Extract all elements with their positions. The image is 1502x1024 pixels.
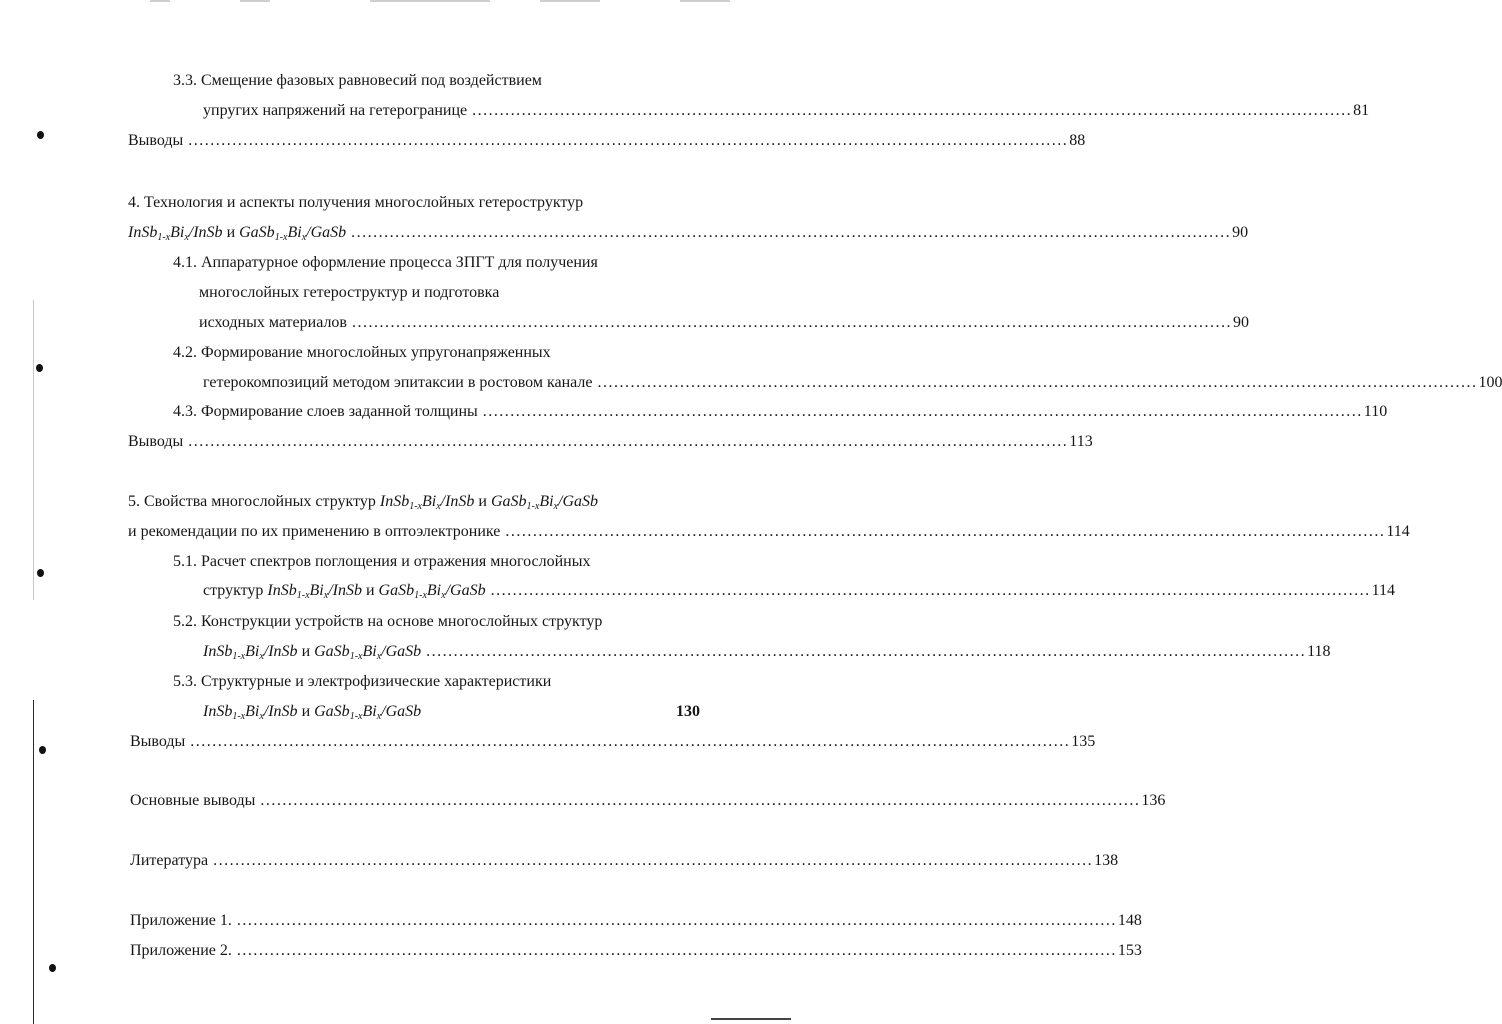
leader-dots: ................................................................................................................................................................ <box>490 582 1371 599</box>
toc-item-ch4-summary: Выводы ................................................................................................................................................................ 113 <box>128 431 707 453</box>
punch-hole <box>37 131 44 139</box>
toc-item-ch3-summary: Выводы ................................................................................................................................................................ 88 <box>128 130 707 152</box>
page-number: 118 <box>1307 643 1331 660</box>
scan-bottom-bar <box>711 1018 791 1020</box>
scan-smudge <box>540 0 600 2</box>
punch-hole <box>49 964 56 972</box>
toc-item-5-1-title: 5.1. Расчет спектров поглощения и отражения многослойных <box>173 553 591 570</box>
leader-dots: ................................................................................................................................................................ <box>188 433 1069 450</box>
leader-dots: ................................................................................................................................................................ <box>597 374 1478 391</box>
page-number: 114 <box>1386 523 1410 540</box>
leader-dots: ................................................................................................................................................................ <box>236 942 1117 959</box>
toc-item-5-3-title: 5.3. Структурные и электрофизические характеристики <box>173 673 552 690</box>
page-number: 148 <box>1117 912 1142 929</box>
leader-dots: ................................................................................................................................................................ <box>188 132 1069 149</box>
scan-margin-line <box>33 700 34 1024</box>
leader-dots: ................................................................................................................................................................ <box>260 792 1141 809</box>
page-number: 81 <box>1353 102 1370 119</box>
page-number: 153 <box>1117 942 1142 959</box>
leader-dots: ................................................................................................................................................................ <box>190 733 1071 750</box>
toc-item-literature: Литература ................................................................................................................................................................ 138 <box>130 850 707 872</box>
toc-item-3-3: упругих напряжений на гетерогранице ................................................................................................................................................................ 81 <box>203 100 707 122</box>
toc-item-4-2: гетерокомпозиций методом эпитаксии в ростовом канале ................................................................................................................................................................ 100 <box>203 372 707 394</box>
leader-dots: ................................................................................................................................................................ <box>351 314 1232 331</box>
toc-item-5-1: структур $InSb_{1-x}Bi_x$/InSb и $GaSb_{1-x}Bi_x$/GaSb ................................................................................................................................................................ 114 <box>203 582 1395 601</box>
leader-dots: ................................................................................................................................................................ <box>505 523 1386 540</box>
punch-hole <box>37 569 44 577</box>
punch-hole <box>39 746 46 754</box>
toc-chapter-5-title: 5. Свойства многослойных структур $InSb_{1-x}Bi_x$/InSb и $GaSb_{1-x}Bi_x$/GaSb <box>128 493 598 512</box>
toc-item-appendix-2: Приложение 2. ................................................................................................................................................................ 153 <box>130 940 707 962</box>
scan-smudge <box>240 0 270 2</box>
toc-item-ch5-summary: Выводы ................................................................................................................................................................ 135 <box>130 731 707 753</box>
toc-chapter-4-title: 4. Технология и аспекты получения многослойных гетероструктур <box>128 194 584 211</box>
punch-hole <box>36 364 43 372</box>
leader-dots: ................................................................................................................................................................ <box>213 852 1094 869</box>
page-number: 135 <box>1071 733 1096 750</box>
toc-item-3-3-title: 3.3. Смещение фазовых равновесий под воздействием <box>173 72 542 89</box>
scan-smudge <box>150 0 170 2</box>
page-number: 114 <box>1371 582 1395 599</box>
toc-chapter-4 <box>128 222 1249 244</box>
toc-item-main-conclusions: Основные выводы ................................................................................................................................................................ 136 <box>130 790 707 812</box>
page-number: 90 <box>1232 224 1249 241</box>
leader-dots: ................................................................................................................................................................ <box>482 403 1363 420</box>
toc-chapter-5: и рекомендации по их применению в оптоэлектронике ................................................................................................................................................................ 114 <box>128 521 707 543</box>
toc-item-4-1-title-cont: многослойных гетероструктур и подготовка <box>199 284 500 301</box>
scan-margin-line <box>33 300 34 600</box>
leader-dots: ................................................................................................................................................................ <box>426 643 1307 660</box>
formula: $InSb_{1-x}Bi_x$/InSb и $GaSb_{1-x}Bi_x$/GaSb <box>203 643 422 662</box>
scan-smudge <box>370 0 490 2</box>
page-number: 100 <box>1478 374 1502 391</box>
formula: $InSb_{1-x}Bi_x$/InSb и $GaSb_{1-x}Bi_x$/GaSb <box>267 582 486 601</box>
page-number: 138 <box>1094 852 1119 869</box>
formula: $InSb_{1-x}Bi_x$/InSb и $GaSb_{1-x}Bi_x$/GaSb <box>128 224 347 243</box>
toc-item-4-3: 4.3. Формирование слоев заданной толщины ................................................................................................................................................................ 110 <box>173 401 707 423</box>
formula: $InSb_{1-x}Bi_x$/InSb и $GaSb_{1-x}Bi_x$/GaSb <box>379 493 598 512</box>
page-number: 90 <box>1232 314 1249 331</box>
leader-dots: ................................................................................................................................................................ <box>236 912 1117 929</box>
leader-dots: ................................................................................................................................................................ <box>351 224 1232 241</box>
toc-item-5-2 <box>203 641 1331 663</box>
page-number: 113 <box>1069 433 1093 450</box>
leader-dots: ................................................................................................................................................................ <box>472 102 1353 119</box>
page-number: 136 <box>1141 792 1166 809</box>
page-number: 130 <box>676 703 700 720</box>
page-number: 110 <box>1363 403 1388 420</box>
formula: $InSb_{1-x}Bi_x$/InSb и $GaSb_{1-x}Bi_x$/GaSb <box>203 703 422 722</box>
scan-smudge <box>680 0 730 2</box>
toc-item-4-1: исходных материалов ................................................................................................................................................................ 90 <box>199 312 707 334</box>
page-number: 88 <box>1069 132 1086 149</box>
toc-item-4-1-title: 4.1. Аппаратурное оформление процесса ЗПГТ для получения <box>173 254 598 271</box>
toc-item-5-2-title: 5.2. Конструкции устройств на основе многослойных структур <box>173 613 603 630</box>
toc-item-5-3 <box>203 701 421 723</box>
toc-item-4-2-title: 4.2. Формирование многослойных упругонапряженных <box>173 344 551 361</box>
toc-item-appendix-1: Приложение 1. ................................................................................................................................................................ 148 <box>130 910 707 932</box>
